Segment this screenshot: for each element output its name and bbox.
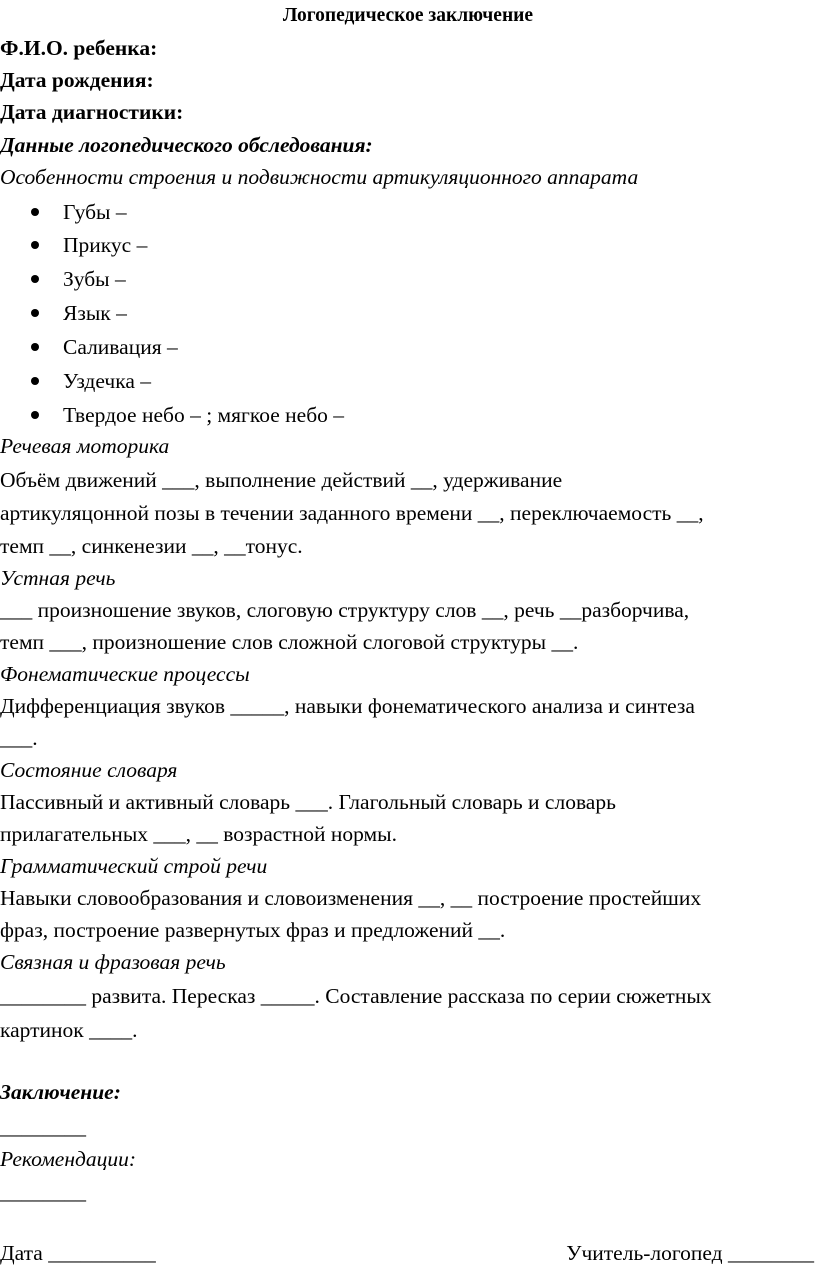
document-title: Логопедическое заключение	[282, 5, 534, 26]
child-name-label: Ф.И.О. ребенка:	[0, 36, 158, 60]
exam-heading: Данные логопедического обследования:	[0, 133, 373, 157]
coherent-line-1: ________ развита. Пересказ _____. Составление рассказа по серии сюжетных	[0, 984, 712, 1008]
list-item-tongue: Язык –	[63, 301, 127, 325]
vocab-heading: Состояние словаря	[0, 758, 178, 782]
oral-heading: Устная речь	[0, 566, 116, 590]
coherent-line-2: картинок ____.	[0, 1018, 138, 1042]
bullet-icon	[28, 401, 42, 429]
bullet-icon	[28, 299, 42, 327]
conclusion-blank: ________	[0, 1115, 86, 1139]
recommendations-blank: ________	[0, 1180, 86, 1204]
oral-line-2: темп ___, произношение слов сложной слоговой структуры __.	[0, 630, 579, 654]
bullet-icon	[28, 198, 42, 226]
grammar-line-2: фраз, построение развернутых фраз и предложений __.	[0, 918, 506, 942]
articulation-heading: Особенности строения и подвижности артикуляционного аппарата	[0, 165, 639, 189]
grammar-line-1: Навыки словообразования и словоизменения __, __ построение простейших	[0, 886, 702, 910]
list-item-frenulum: Уздечка –	[63, 369, 151, 393]
diagnostic-date-label: Дата диагностики:	[0, 100, 184, 124]
conclusion-heading: Заключение:	[0, 1080, 121, 1104]
birth-date-label: Дата рождения:	[0, 68, 154, 92]
vocab-line-1: Пассивный и активный словарь ___. Глагольный словарь и словарь	[0, 790, 616, 814]
motor-line-1: Объём движений ___, выполнение действий __, удерживание	[0, 468, 563, 492]
motor-heading: Речевая моторика	[0, 434, 170, 458]
list-item-palate: Твердое небо – ; мягкое небо –	[63, 403, 345, 427]
phonemic-line-1: Дифференциация звуков _____, навыки фонематического анализа и синтеза	[0, 694, 695, 718]
motor-line-2: артикуляцонной позы в течении заданного времени __, переключаемость __,	[0, 501, 704, 525]
list-item-bite: Прикус –	[63, 233, 148, 257]
bullet-icon	[28, 333, 42, 361]
oral-line-1: ___ произношение звуков, слоговую структуру слов __, речь __разборчива,	[0, 598, 690, 622]
list-item-lips: Губы –	[63, 200, 127, 224]
footer-date: Дата __________	[0, 1241, 156, 1265]
recommendations-heading: Рекомендации:	[0, 1147, 137, 1171]
coherent-heading: Связная и фразовая речь	[0, 950, 226, 974]
phonemic-heading: Фонематические процессы	[0, 662, 250, 686]
grammar-heading: Грамматический строй речи	[0, 854, 268, 878]
list-item-teeth: Зубы –	[63, 267, 126, 291]
bullet-icon	[28, 265, 42, 293]
vocab-line-2: прилагательных ___, __ возрастной нормы.	[0, 822, 397, 846]
list-item-salivation: Саливация –	[63, 335, 178, 359]
bullet-icon	[28, 231, 42, 259]
bullet-icon	[28, 367, 42, 395]
motor-line-3: темп __, синкенезии __, __тонус.	[0, 534, 303, 558]
footer-teacher-signature: Учитель-логопед ________	[566, 1241, 814, 1265]
phonemic-line-2: ___.	[0, 726, 38, 750]
